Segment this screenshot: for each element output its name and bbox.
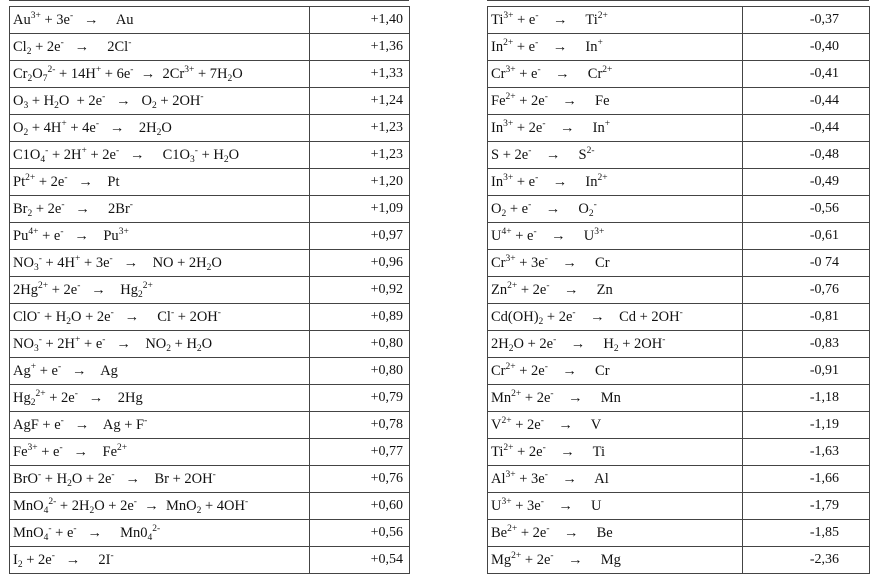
standard-potential: -2,36 xyxy=(743,547,870,574)
potential-table-right-body xyxy=(488,7,870,574)
half-reaction: $Cr_2O_7^{2-} + 14H^+ + 6e^- \to 2Cr^{3+} + 7H_2O$ xyxy=(10,61,310,88)
table-row xyxy=(488,520,870,547)
half-reaction: $ClO^- + H_2O + 2e^-$ → Cl- + 2OH- xyxy=(10,304,310,331)
standard-potential: +0,54 xyxy=(310,547,410,574)
standard-potential: -0,56 xyxy=(743,196,870,223)
table-row xyxy=(488,385,870,412)
standard-potential: -0,41 xyxy=(743,61,870,88)
table-row xyxy=(488,169,870,196)
table-row xyxy=(10,61,410,88)
table-row xyxy=(488,115,870,142)
half-reaction: $Br_2 + 2e^-$ → 2Br- xyxy=(10,196,310,223)
half-reaction: $U^{3+} + 3e^-$ → U xyxy=(488,493,743,520)
standard-potential: -0,49 xyxy=(743,169,870,196)
table-row xyxy=(10,196,410,223)
half-reaction: $Cr^{3+} + e^-$ → $Cr^{2+}$ xyxy=(488,61,743,88)
table-row xyxy=(10,439,410,466)
table-row xyxy=(488,250,870,277)
half-reaction: $BrO^- + H_2O + 2e^-$ → Br + 2OH- xyxy=(10,466,310,493)
table-row xyxy=(488,34,870,61)
table-row xyxy=(488,547,870,574)
table-row xyxy=(488,493,870,520)
half-reaction: $NO_3^- + 2H^+ + e^-$ → $NO_2 + H_2O$ xyxy=(10,331,310,358)
half-reaction: $Cr^{2+} + 2e^-$ → Cr xyxy=(488,358,743,385)
half-reaction: $Pt^{2+} + 2e^-$ → Pt xyxy=(10,169,310,196)
standard-potential: +1,24 xyxy=(310,88,410,115)
half-reaction: Ag+ + e- → Ag xyxy=(10,358,310,385)
standard-potential: -1,66 xyxy=(743,466,870,493)
table-row xyxy=(488,277,870,304)
standard-potential: -1,79 xyxy=(743,493,870,520)
standard-potential: -0,48 xyxy=(743,142,870,169)
half-reaction: $Hg_2^{2+} + 2e^-$ → 2Hg xyxy=(10,385,310,412)
potential-table-left xyxy=(9,6,410,574)
table-row xyxy=(10,115,410,142)
half-reaction: AgF + e- → Ag + F- xyxy=(10,412,310,439)
half-reaction: $In^{3+} + e^-$ → $In^{2+}$ xyxy=(488,169,743,196)
half-reaction: $Al^{3+} + 3e^-$ → Al xyxy=(488,466,743,493)
standard-potential: -1,85 xyxy=(743,520,870,547)
half-reaction: $C1O_4^- + 2H^+ + 2e^-$ → $C1O_3^- + H_2O$ xyxy=(10,142,310,169)
half-reaction: $Fe^{3+} + e^-$ → $Fe^{2+}$ xyxy=(10,439,310,466)
standard-potential: -1,18 xyxy=(743,385,870,412)
standard-potential: +0,89 xyxy=(310,304,410,331)
table-row xyxy=(10,304,410,331)
standard-potential: +0,77 xyxy=(310,439,410,466)
standard-potential: +0,79 xyxy=(310,385,410,412)
standard-potential: +1,09 xyxy=(310,196,410,223)
standard-potential: +1,23 xyxy=(310,142,410,169)
half-reaction: $Ti^{3+} + e^-$ → $Ti^{2+}$ xyxy=(488,7,743,34)
half-reaction: $2H_2O + 2e^-$ → $H_2 + 2OH^-$ xyxy=(488,331,743,358)
table-row xyxy=(10,520,410,547)
standard-potential: +0,56 xyxy=(310,520,410,547)
standard-potential: -0,37 xyxy=(743,7,870,34)
table-row xyxy=(10,34,410,61)
table-row xyxy=(488,196,870,223)
table-row xyxy=(488,223,870,250)
table-row xyxy=(488,7,870,34)
standard-potential: +1,40 xyxy=(310,7,410,34)
table-row xyxy=(488,331,870,358)
half-reaction: $O_2 + 4H^+ + 4e^-$ → $2H_2O$ xyxy=(10,115,310,142)
standard-potential: -0,81 xyxy=(743,304,870,331)
standard-potential: +0,92 xyxy=(310,277,410,304)
table-row xyxy=(10,385,410,412)
table-row xyxy=(10,547,410,574)
standard-potential: +0,97 xyxy=(310,223,410,250)
standard-potential: +0,78 xyxy=(310,412,410,439)
standard-potential: -0,40 xyxy=(743,34,870,61)
table-row xyxy=(488,61,870,88)
table-row xyxy=(10,493,410,520)
table-row xyxy=(10,142,410,169)
half-reaction: $Ti^{2+} + 2e^-$ → Ti xyxy=(488,439,743,466)
half-reaction: $In^{3+} + 2e^-$ → In+ xyxy=(488,115,743,142)
standard-potential: +1,20 xyxy=(310,169,410,196)
standard-potential: +1,36 xyxy=(310,34,410,61)
table-row xyxy=(10,331,410,358)
table-row xyxy=(10,169,410,196)
half-reaction: $Mn^{2+} + 2e^-$ → Mn xyxy=(488,385,743,412)
standard-potential: -1,19 xyxy=(743,412,870,439)
table-row xyxy=(10,412,410,439)
half-reaction: $Cd(OH)_2 + 2e^-$ → Cd + 2OH- xyxy=(488,304,743,331)
potential-table-left-body xyxy=(10,7,410,574)
half-reaction: $Pu^{4+} + e^-$ → $Pu^{3+}$ xyxy=(10,223,310,250)
standard-potential: +0,60 xyxy=(310,493,410,520)
standard-potential: +0,76 xyxy=(310,466,410,493)
standard-potential: -0 74 xyxy=(743,250,870,277)
table-row xyxy=(10,277,410,304)
table-row xyxy=(488,412,870,439)
top-border-left xyxy=(9,0,409,1)
half-reaction: $I_2 + 2e^-$ → 2I- xyxy=(10,547,310,574)
table-row xyxy=(488,439,870,466)
standard-potential: +0,96 xyxy=(310,250,410,277)
standard-potential: +0,80 xyxy=(310,358,410,385)
table-row xyxy=(10,358,410,385)
table-row xyxy=(10,250,410,277)
half-reaction: $Mg^{2+} + 2e^-$ → Mg xyxy=(488,547,743,574)
potential-table-right xyxy=(487,6,870,574)
standard-potential: +0,80 xyxy=(310,331,410,358)
half-reaction: $Cl_2 + 2e^-$ → 2Cl- xyxy=(10,34,310,61)
half-reaction: $Be^{2+} + 2e^-$ → Be xyxy=(488,520,743,547)
standard-potential: -0,91 xyxy=(743,358,870,385)
top-border-right xyxy=(487,0,869,1)
half-reaction: S + 2e- → $S^{2-}$ xyxy=(488,142,743,169)
standard-potential: +1,23 xyxy=(310,115,410,142)
half-reaction: $MnO_4^{2-} + 2H_2O + 2e^- \to MnO_2 + 4OH^-$ xyxy=(10,493,310,520)
standard-potential: -0,76 xyxy=(743,277,870,304)
standard-potential: -1,63 xyxy=(743,439,870,466)
half-reaction: $Cr^{3+} + 3e^-$ → Cr xyxy=(488,250,743,277)
half-reaction: $U^{4+} + e^-$ → $U^{3+}$ xyxy=(488,223,743,250)
half-reaction: $Zn^{2+} + 2e^-$ → Zn xyxy=(488,277,743,304)
table-row xyxy=(488,466,870,493)
standard-potential: -0,61 xyxy=(743,223,870,250)
standard-potential: -0,44 xyxy=(743,115,870,142)
table-row xyxy=(10,88,410,115)
table-row xyxy=(488,304,870,331)
table-row xyxy=(488,358,870,385)
standard-potential: -0,44 xyxy=(743,88,870,115)
half-reaction: $2Hg^{2+} + 2e^-$ → $Hg_2^{2+}$ xyxy=(10,277,310,304)
half-reaction: $NO_3^- + 4H^+ + 3e^-$ → NO + $2H_2O$ xyxy=(10,250,310,277)
half-reaction: MnO$_4$- + e- → $Mn0_4^{2-}$ xyxy=(10,520,310,547)
half-reaction: $Fe^{2+} + 2e^-$ → Fe xyxy=(488,88,743,115)
table-row xyxy=(488,88,870,115)
half-reaction: $V^{2+} + 2e^-$ → V xyxy=(488,412,743,439)
table-row xyxy=(10,466,410,493)
standard-potential: +1,33 xyxy=(310,61,410,88)
table-row xyxy=(10,7,410,34)
table-row xyxy=(10,223,410,250)
standard-potential: -0,83 xyxy=(743,331,870,358)
half-reaction: $O_2 + e^-$ → $O_2^-$ xyxy=(488,196,743,223)
table-row xyxy=(488,142,870,169)
half-reaction: $In^{2+} + e^-$ → In+ xyxy=(488,34,743,61)
half-reaction: $Au^{3+} + 3e^-$ → Au xyxy=(10,7,310,34)
half-reaction: $O_3 + H_2O + 2e^- \to O_2 + 2OH^-$ xyxy=(10,88,310,115)
